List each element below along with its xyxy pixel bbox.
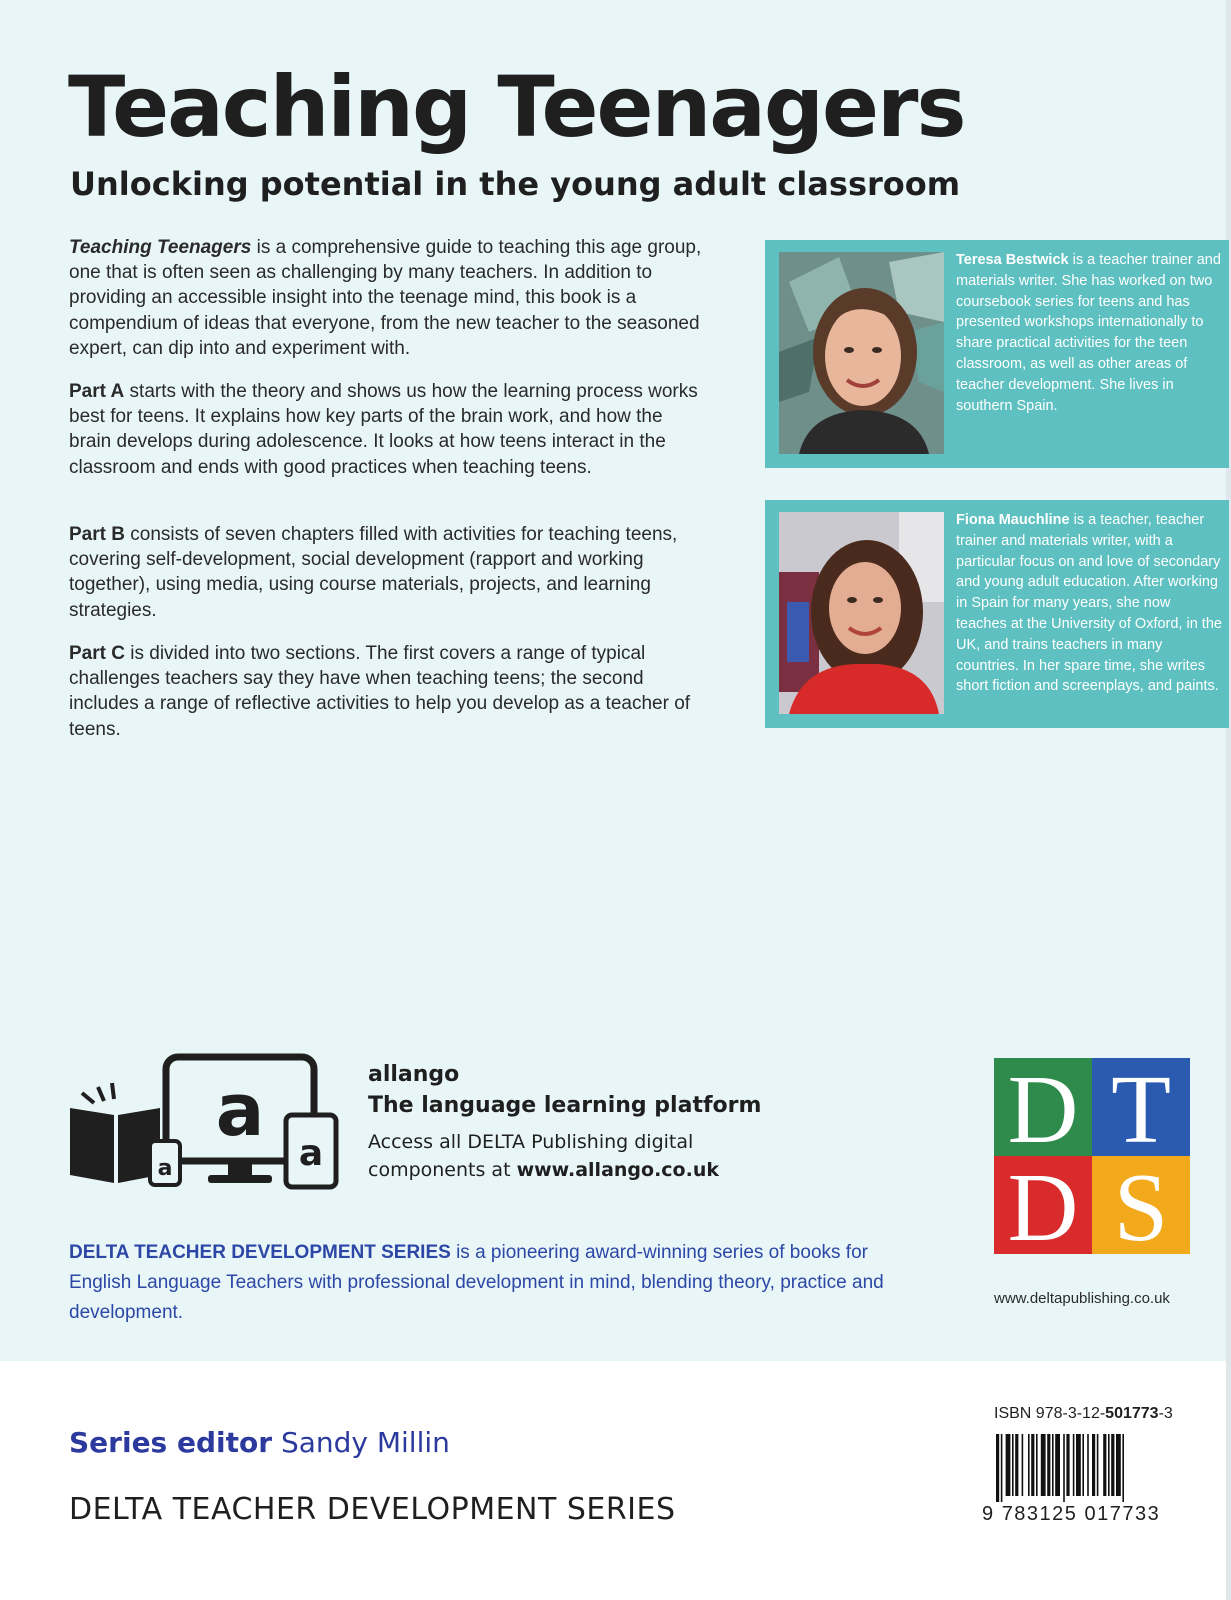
part-b-label: Part B <box>69 524 125 545</box>
barcode-bar <box>1073 1434 1075 1496</box>
part-b-paragraph <box>69 522 709 623</box>
part-b-text: consists of seven chapters filled with activities for teaching teens, covering self-development, social development (rapport and working together), using media, using course materials, projects, and learning strategies. <box>69 524 678 621</box>
barcode-bar <box>1055 1434 1060 1496</box>
series-name: DELTA TEACHER DEVELOPMENT SERIES <box>69 1492 676 1527</box>
author-box-teresa <box>765 240 1229 468</box>
publisher-url[interactable]: www.deltapublishing.co.uk <box>994 1290 1170 1307</box>
allango-logo <box>68 1053 348 1195</box>
part-a-label: Part A <box>69 381 125 402</box>
dtds-letter-d1: D <box>1007 1058 1079 1164</box>
intro-text: is a comprehensive guide to teaching this age group, one that is often seen as challenging by many teachers. In addition to providing an accessible insight into the teenage mind, this book is a compendium of ideas that everyone, from the new teacher to the seasoned expert, can dip into and experiment with. <box>69 237 702 359</box>
barcode-bar <box>1087 1434 1089 1496</box>
barcode-bar <box>1076 1434 1081 1496</box>
author-bio-fiona: Fiona Mauchline is a teacher, teacher trainer and materials writer, with a particular focus on and love of secondary and young adult education. After working in Spain for many years, she now teaches at the University of Oxford, in the UK, and trains teachers in many countries. In her spare time, she writes short fiction and screenplays, and paints. <box>956 512 1222 695</box>
barcode-bar <box>1116 1434 1121 1496</box>
barcode-digits: 9 783125 017733 <box>982 1503 1161 1525</box>
barcode <box>994 1434 1190 1502</box>
barcode-bar <box>1052 1434 1054 1496</box>
author-photo-teresa <box>779 252 944 454</box>
barcode-bar <box>1066 1434 1069 1496</box>
part-c-text: is divided into two sections. The first covers a range of typical challenges teachers say they have when teaching teens; the second includes a range of reflective activities to help you develop as a teacher of teens. <box>69 643 691 740</box>
part-a-paragraph <box>69 379 709 480</box>
barcode-bar <box>996 1434 999 1502</box>
barcode-bar <box>1028 1434 1030 1496</box>
barcode-bar <box>1006 1434 1011 1496</box>
allango-url[interactable]: www.allango.co.uk <box>516 1159 719 1181</box>
phone-icon <box>150 1141 180 1185</box>
barcode-bar <box>1108 1434 1110 1496</box>
dtds-letter-t: T <box>1111 1058 1171 1164</box>
series-editor <box>69 1426 450 1459</box>
allango-tagline: The language learning platform <box>368 1093 762 1118</box>
barcode-bar <box>1097 1434 1099 1496</box>
barcode-bar <box>1092 1434 1095 1496</box>
barcode-bar <box>1012 1434 1014 1496</box>
barcode-bar <box>1036 1434 1038 1496</box>
author-box-fiona <box>765 500 1229 728</box>
barcode-bar <box>1047 1434 1050 1496</box>
series-editor-name: Sandy Millin <box>280 1426 450 1459</box>
dtds-logo <box>994 1058 1190 1254</box>
intro-paragraph <box>69 235 709 361</box>
allango-text-block <box>368 1060 788 1184</box>
barcode-bar <box>1103 1434 1106 1496</box>
book-subtitle: Unlocking potential in the young adult classroom <box>70 165 961 203</box>
intro-lead: Teaching Teenagers <box>69 237 252 258</box>
svg-text:a: a <box>215 1068 265 1152</box>
barcode-bar <box>1082 1434 1084 1496</box>
barcode-bar <box>1041 1434 1046 1496</box>
barcode-bar <box>1111 1434 1114 1496</box>
author-photo-fiona <box>779 512 944 714</box>
isbn-text: ISBN 978-3-12-501773-3 <box>994 1405 1173 1422</box>
barcode-bar <box>1031 1434 1034 1496</box>
book-icon <box>70 1083 160 1183</box>
part-c-paragraph <box>69 641 709 742</box>
author-name-teresa: Teresa Bestwick <box>956 252 1069 268</box>
svg-text:a: a <box>157 1156 173 1181</box>
dtds-letter-s: S <box>1113 1154 1169 1254</box>
part-c-label: Part C <box>69 643 125 664</box>
allango-name: allango <box>368 1062 460 1087</box>
barcode-bar <box>1001 1434 1003 1502</box>
book-title: Teaching Teenagers <box>68 58 965 156</box>
author-bio-teresa: Teresa Bestwick is a teacher trainer and materials writer. She has worked on two coursebook series for teens and has presented workshops internationally to share practical activities for the teen classroom, as well as other areas of teacher development. She lives in southern Spain. <box>956 252 1221 414</box>
barcode-bar <box>1063 1434 1065 1502</box>
svg-text:a: a <box>298 1133 324 1174</box>
dtds-letter-d2: D <box>1007 1154 1079 1254</box>
tablet-icon <box>286 1115 336 1187</box>
part-a-text: starts with the theory and shows us how the learning process works best for teens. It explains how key parts of the brain work, and how the brain develops during adolescence. It looks at how teens interact in the classroom and ends with good practices when teaching teens. <box>69 381 698 478</box>
author-name-fiona: Fiona Mauchline <box>956 512 1070 528</box>
series-lead: DELTA TEACHER DEVELOPMENT SERIES <box>69 1242 451 1263</box>
barcode-bar <box>1015 1434 1018 1496</box>
allango-access-text: Access all DELTA Publishing digital components at www.allango.co.uk <box>368 1131 719 1181</box>
barcode-bar <box>1122 1434 1124 1502</box>
barcode-bar <box>1022 1434 1024 1496</box>
series-description: DELTA TEACHER DEVELOPMENT SERIES is a pioneering award-winning series of books for English Language Teachers with professional development in mind, blending theory, practice and development. <box>69 1242 884 1323</box>
series-editor-label: Series editor <box>69 1426 273 1459</box>
